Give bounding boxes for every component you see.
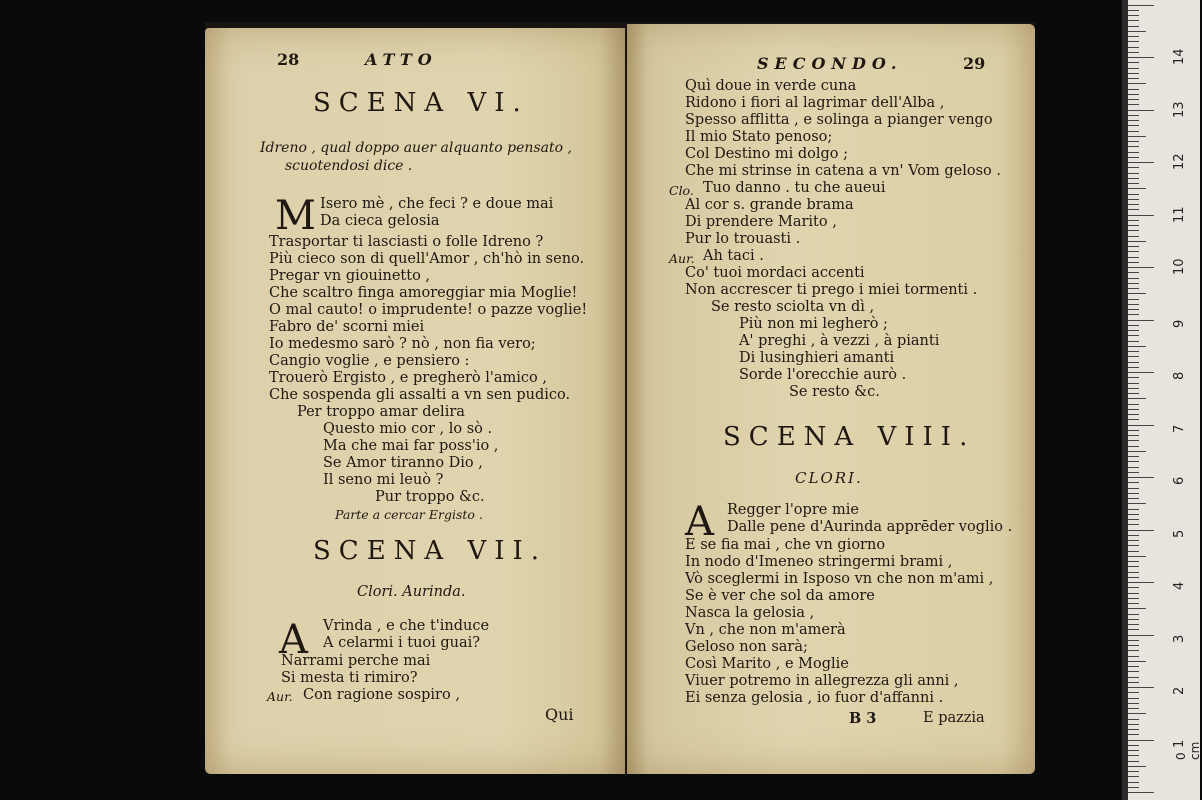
ruler-tick <box>1128 477 1154 478</box>
ruler-tick <box>1128 472 1139 473</box>
ruler-tick <box>1128 320 1154 321</box>
ruler-label: 11 <box>1172 205 1187 223</box>
ruler-tick <box>1128 792 1154 793</box>
ruler-tick <box>1128 68 1139 69</box>
ruler-tick <box>1128 551 1139 552</box>
ruler-label: 13 <box>1172 100 1187 118</box>
page-number: 28 <box>277 50 300 69</box>
ruler-tick <box>1128 493 1139 494</box>
ruler-tick <box>1128 62 1139 63</box>
ruler-tick <box>1128 614 1139 615</box>
ruler-label: 14 <box>1172 48 1187 65</box>
ruler-label: 10 <box>1172 258 1187 275</box>
ruler-tick <box>1128 346 1146 347</box>
verse-line: Trasportar ti lasciasti o folle Idreno ? <box>269 234 544 250</box>
ruler-tick <box>1128 283 1139 284</box>
ruler-tick <box>1128 136 1146 137</box>
ruler-tick <box>1128 734 1139 735</box>
ruler-tick <box>1128 89 1139 90</box>
ruler-tick <box>1128 146 1139 147</box>
ruler-tick <box>1128 729 1139 730</box>
verse-line: Quì doue in verde cuna <box>685 78 857 94</box>
ruler-tick <box>1128 251 1139 252</box>
verse-line: A' preghi , à vezzi , à pianti <box>739 333 940 349</box>
verse-line: Ridono i fiori al lagrimar dell'Alba , <box>685 95 945 111</box>
scene-characters: Clori. Aurinda. <box>357 584 466 600</box>
verse-line: Così Marito , e Moglie <box>685 656 849 672</box>
ruler-tick <box>1128 603 1139 604</box>
left-page <box>205 28 625 774</box>
ruler-tick <box>1128 377 1139 378</box>
speaker: Aur. <box>267 689 293 704</box>
signature-mark: B 3 <box>849 710 877 727</box>
ruler-tick <box>1128 309 1139 310</box>
ruler-tick <box>1128 582 1154 583</box>
ruler-tick <box>1128 787 1139 788</box>
ruler-tick <box>1128 535 1139 536</box>
verse-line: Ei senza gelosia , io fuor d'affanni . <box>685 690 944 706</box>
ruler-tick <box>1128 435 1139 436</box>
ruler-tick <box>1128 31 1146 32</box>
ruler-label: 7 <box>1172 424 1187 433</box>
ruler-label: 2 <box>1172 686 1187 695</box>
verse-line: Isero mè , che feci ? e doue mai <box>320 196 554 212</box>
ruler-tick <box>1128 41 1139 42</box>
ruler-tick <box>1128 36 1139 37</box>
ruler-tick <box>1128 120 1139 121</box>
ruler-tick <box>1128 288 1139 289</box>
ruler-tick <box>1128 351 1139 352</box>
ruler-tick <box>1128 572 1139 573</box>
ruler-tick <box>1128 608 1146 609</box>
verse-line: Col Destino mi dolgo ; <box>685 146 849 162</box>
scene-title: SCENA VII. <box>313 536 548 566</box>
ruler-tick <box>1128 335 1139 336</box>
scene-title: SCENA VI. <box>313 88 529 118</box>
ruler-tick <box>1128 267 1154 268</box>
ruler-tick <box>1128 183 1139 184</box>
verse-line: Geloso non sarà; <box>685 639 808 655</box>
verse-line: Se Amor tiranno Dio , <box>323 455 483 471</box>
ruler-tick <box>1128 425 1154 426</box>
verse-line: Al cor s. grande brama <box>685 197 854 213</box>
ruler-tick <box>1128 5 1154 6</box>
ruler-tick <box>1128 687 1154 688</box>
ruler-tick <box>1128 188 1146 189</box>
verse-line: Pur troppo &c. <box>375 489 485 505</box>
ruler-tick <box>1128 467 1139 468</box>
verse-line: Il seno mi leuò ? <box>323 472 444 488</box>
ruler-label: 9 <box>1172 319 1187 328</box>
ruler-tick <box>1128 624 1139 625</box>
ruler-label: 5 <box>1172 529 1187 538</box>
stage-direction: Idreno , qual doppo auer alquanto pensato , <box>260 140 572 156</box>
ruler-tick <box>1128 719 1139 720</box>
ruler-tick <box>1128 761 1139 762</box>
verse-line: O mal cauto! o imprudente! o pazze voglie! <box>269 302 588 318</box>
ruler-tick <box>1128 640 1139 641</box>
ruler-tick <box>1128 414 1139 415</box>
verse-line: Pregar vn giouinetto , <box>269 268 431 284</box>
ruler-tick <box>1128 692 1139 693</box>
ruler-tick <box>1128 362 1139 363</box>
verse-line: Se resto sciolta vn dì , <box>711 299 875 315</box>
ruler-tick <box>1128 524 1139 525</box>
ruler-tick <box>1128 299 1139 300</box>
ruler-tick <box>1128 708 1139 709</box>
speaker: Clo. <box>669 183 694 198</box>
verse-line: Co' tuoi mordaci accenti <box>685 265 865 281</box>
verse-line: Fabro de' scorni miei <box>269 319 425 335</box>
ruler-tick <box>1128 430 1139 431</box>
ruler-label: 1 <box>1172 739 1187 748</box>
ruler-tick <box>1128 698 1139 699</box>
ruler-tick <box>1128 776 1139 777</box>
verse-line: Tuo danno . tu che aueui <box>703 180 886 196</box>
ruler-tick <box>1128 451 1146 452</box>
ruler-tick <box>1128 556 1146 557</box>
verse-line: Se è ver che sol da amore <box>685 588 875 604</box>
verse-line: Vò sceglermi in Isposo vn che non m'ami , <box>685 571 994 587</box>
ruler-tick <box>1128 503 1146 504</box>
verse-line: E se fia mai , che vn giorno <box>685 537 886 553</box>
ruler-tick <box>1128 152 1139 153</box>
ruler-tick <box>1128 498 1139 499</box>
verse-line: Che scaltro finga amoreggiar mia Moglie! <box>269 285 578 301</box>
catchword: E pazzia <box>923 710 985 726</box>
ruler-tick <box>1128 419 1139 420</box>
ruler-tick <box>1128 204 1139 205</box>
ruler-tick <box>1128 367 1139 368</box>
ruler-tick <box>1128 99 1139 100</box>
ruler-tick <box>1128 755 1139 756</box>
catchword: Qui <box>545 705 574 724</box>
ruler-tick <box>1128 750 1139 751</box>
ruler-tick <box>1128 278 1139 279</box>
verse-line: Ma che mai far poss'io , <box>323 438 499 454</box>
ruler-tick <box>1128 509 1139 510</box>
ruler-tick <box>1128 125 1139 126</box>
ruler-tick <box>1128 635 1154 636</box>
verse-line: Con ragione sospiro , <box>303 687 460 703</box>
ruler-tick <box>1128 713 1146 714</box>
ruler-tick <box>1128 110 1154 111</box>
verse-line: Di prendere Marito , <box>685 214 837 230</box>
verse-line: Cangio voglie , e pensiero : <box>269 353 470 369</box>
ruler-tick <box>1128 782 1139 783</box>
open-book <box>205 22 1035 774</box>
ruler-tick <box>1128 52 1139 53</box>
verse-line: Spesso afflitta , e solinga a pianger vengo <box>685 112 993 128</box>
ruler-tick <box>1128 225 1139 226</box>
ruler-tick <box>1128 661 1146 662</box>
ruler-tick <box>1128 194 1139 195</box>
ruler-tick <box>1128 131 1139 132</box>
ruler-tick <box>1128 514 1139 515</box>
ruler-tick <box>1128 383 1139 384</box>
ruler-tick <box>1128 566 1139 567</box>
character-name: CLORI. <box>795 469 863 487</box>
ruler-tick <box>1128 47 1139 48</box>
speaker: Aur. <box>669 251 695 266</box>
ruler-tick <box>1128 404 1139 405</box>
ruler-tick <box>1128 724 1139 725</box>
verse-line: Parte a cercar Ergisto . <box>335 507 483 522</box>
ruler-tick <box>1128 167 1139 168</box>
verse-line: Pur lo trouasti . <box>685 231 801 247</box>
ruler-tick <box>1128 677 1139 678</box>
ruler-tick <box>1128 330 1139 331</box>
verse-line: Narrami perche mai <box>281 653 431 669</box>
ruler-tick <box>1128 236 1139 237</box>
stage-direction: scuotendosi dice . <box>285 158 413 174</box>
ruler-tick <box>1128 157 1139 158</box>
ruler-tick <box>1128 20 1139 21</box>
ruler-tick <box>1128 740 1154 741</box>
ruler-tick <box>1128 83 1146 84</box>
verse-line: Vrinda , e che t'induce <box>323 618 490 634</box>
ruler-tick <box>1128 341 1139 342</box>
ruler-tick <box>1128 682 1139 683</box>
ruler-tick <box>1128 57 1154 58</box>
ruler-tick <box>1128 26 1139 27</box>
ruler-tick <box>1128 656 1139 657</box>
verse-line: Sorde l'orecchie aurò . <box>739 367 907 383</box>
verse-line: Trouerò Ergisto , e pregherò l'amico , <box>269 370 547 386</box>
ruler-tick <box>1128 293 1146 294</box>
ruler-label: 12 <box>1172 153 1187 170</box>
ruler-tick <box>1128 540 1139 541</box>
ruler-tick <box>1128 173 1139 174</box>
ruler-tick <box>1128 241 1146 242</box>
ruler-label: 8 <box>1172 371 1187 380</box>
verse-line: Vn , che non m'amerà <box>685 622 846 638</box>
ruler-tick <box>1128 199 1139 200</box>
ruler-tick <box>1128 372 1154 373</box>
verse-line: Viuer potremo in allegrezza gli anni , <box>685 673 959 689</box>
ruler-tick <box>1128 671 1139 672</box>
ruler-tick <box>1128 325 1139 326</box>
ruler-tick <box>1128 115 1139 116</box>
ruler-label: 4 <box>1172 581 1187 590</box>
verse-line: Se resto &c. <box>789 384 880 400</box>
verse-line: Nasca la gelosia , <box>685 605 815 621</box>
ruler-tick <box>1128 73 1139 74</box>
ruler-tick <box>1128 619 1139 620</box>
ruler-label: 3 <box>1172 634 1187 643</box>
ruler-tick <box>1128 488 1139 489</box>
running-head: ATTO <box>365 50 438 69</box>
ruler-label: 6 <box>1172 476 1187 485</box>
ruler-tick <box>1128 771 1139 772</box>
ruler-unit: 0 cm <box>1174 741 1202 760</box>
ruler-tick <box>1128 745 1139 746</box>
ruler-tick <box>1128 440 1139 441</box>
ruler-tick <box>1128 304 1139 305</box>
drop-cap: A <box>279 617 308 663</box>
ruler-tick <box>1128 220 1139 221</box>
verse-line: Dalle pene d'Aurinda apprēder voglio . <box>727 519 1013 535</box>
ruler-tick <box>1128 703 1139 704</box>
ruler-tick <box>1128 230 1139 231</box>
ruler-tick <box>1128 257 1139 258</box>
ruler-tick <box>1128 10 1139 11</box>
verse-line: Che mi strinse in catena a vn' Vom geloso . <box>685 163 1002 179</box>
verse-line: Di lusinghieri amanti <box>739 350 895 366</box>
ruler-tick <box>1128 766 1146 767</box>
ruler-tick <box>1128 15 1139 16</box>
right-page <box>627 24 1035 774</box>
verse-line: Si mesta ti rimiro? <box>281 670 418 686</box>
ruler-tick <box>1128 141 1139 142</box>
drop-cap: A <box>685 499 714 545</box>
ruler-tick <box>1128 598 1139 599</box>
ruler-tick <box>1128 629 1139 630</box>
ruler-tick <box>1128 393 1139 394</box>
ruler-tick <box>1128 409 1139 410</box>
verse-line: Il mio Stato penoso; <box>685 129 833 145</box>
ruler-tick <box>1128 388 1139 389</box>
ruler-tick <box>1128 262 1139 263</box>
verse-line: Questo mio cor , lo sò . <box>323 421 493 437</box>
ruler-tick <box>1128 78 1139 79</box>
verse-line: In nodo d'Imeneo stringermi brami , <box>685 554 953 570</box>
ruler-tick <box>1128 650 1139 651</box>
ruler-tick <box>1128 456 1139 457</box>
ruler-tick <box>1128 593 1139 594</box>
ruler-tick <box>1128 587 1139 588</box>
ruler-tick <box>1128 545 1139 546</box>
scene-title: SCENA VIII. <box>723 422 976 452</box>
drop-cap: M <box>275 193 316 239</box>
ruler-tick <box>1128 178 1139 179</box>
verse-line: Più cieco son di quell'Amor , ch'hò in seno. <box>269 251 585 267</box>
ruler-tick <box>1128 314 1139 315</box>
verse-line: Per troppo amar delira <box>297 404 465 420</box>
ruler-tick <box>1128 519 1139 520</box>
page-number: 29 <box>963 54 986 73</box>
ruler-tick <box>1128 398 1146 399</box>
measuring-ruler <box>1122 0 1200 800</box>
ruler-tick <box>1128 482 1139 483</box>
running-head: SECONDO. <box>757 54 903 73</box>
ruler-tick <box>1128 666 1139 667</box>
verse-line: Che sospenda gli assalti a vn sen pudico. <box>269 387 571 403</box>
ruler-tick <box>1128 356 1139 357</box>
verse-line: Io medesmo sarò ? nò , non fia vero; <box>269 336 536 352</box>
ruler-tick <box>1128 94 1139 95</box>
ruler-tick <box>1128 272 1139 273</box>
verse-line: A celarmi i tuoi guai? <box>323 635 481 651</box>
ruler-tick <box>1128 561 1139 562</box>
verse-line: Regger l'opre mie <box>727 502 859 518</box>
ruler-tick <box>1128 215 1154 216</box>
verse-line: Da cieca gelosia <box>320 213 440 229</box>
ruler-tick <box>1128 577 1139 578</box>
ruler-tick <box>1128 162 1154 163</box>
ruler-tick <box>1128 645 1139 646</box>
ruler-tick <box>1128 104 1139 105</box>
ruler-tick <box>1128 209 1139 210</box>
ruler-tick <box>1128 246 1139 247</box>
verse-line: Non accrescer ti prego i miei tormenti . <box>685 282 978 298</box>
verse-line: Ah taci . <box>703 248 764 264</box>
ruler-tick <box>1128 446 1139 447</box>
ruler-tick <box>1128 461 1139 462</box>
verse-line: Più non mi legherò ; <box>739 316 888 332</box>
ruler-tick <box>1128 530 1154 531</box>
